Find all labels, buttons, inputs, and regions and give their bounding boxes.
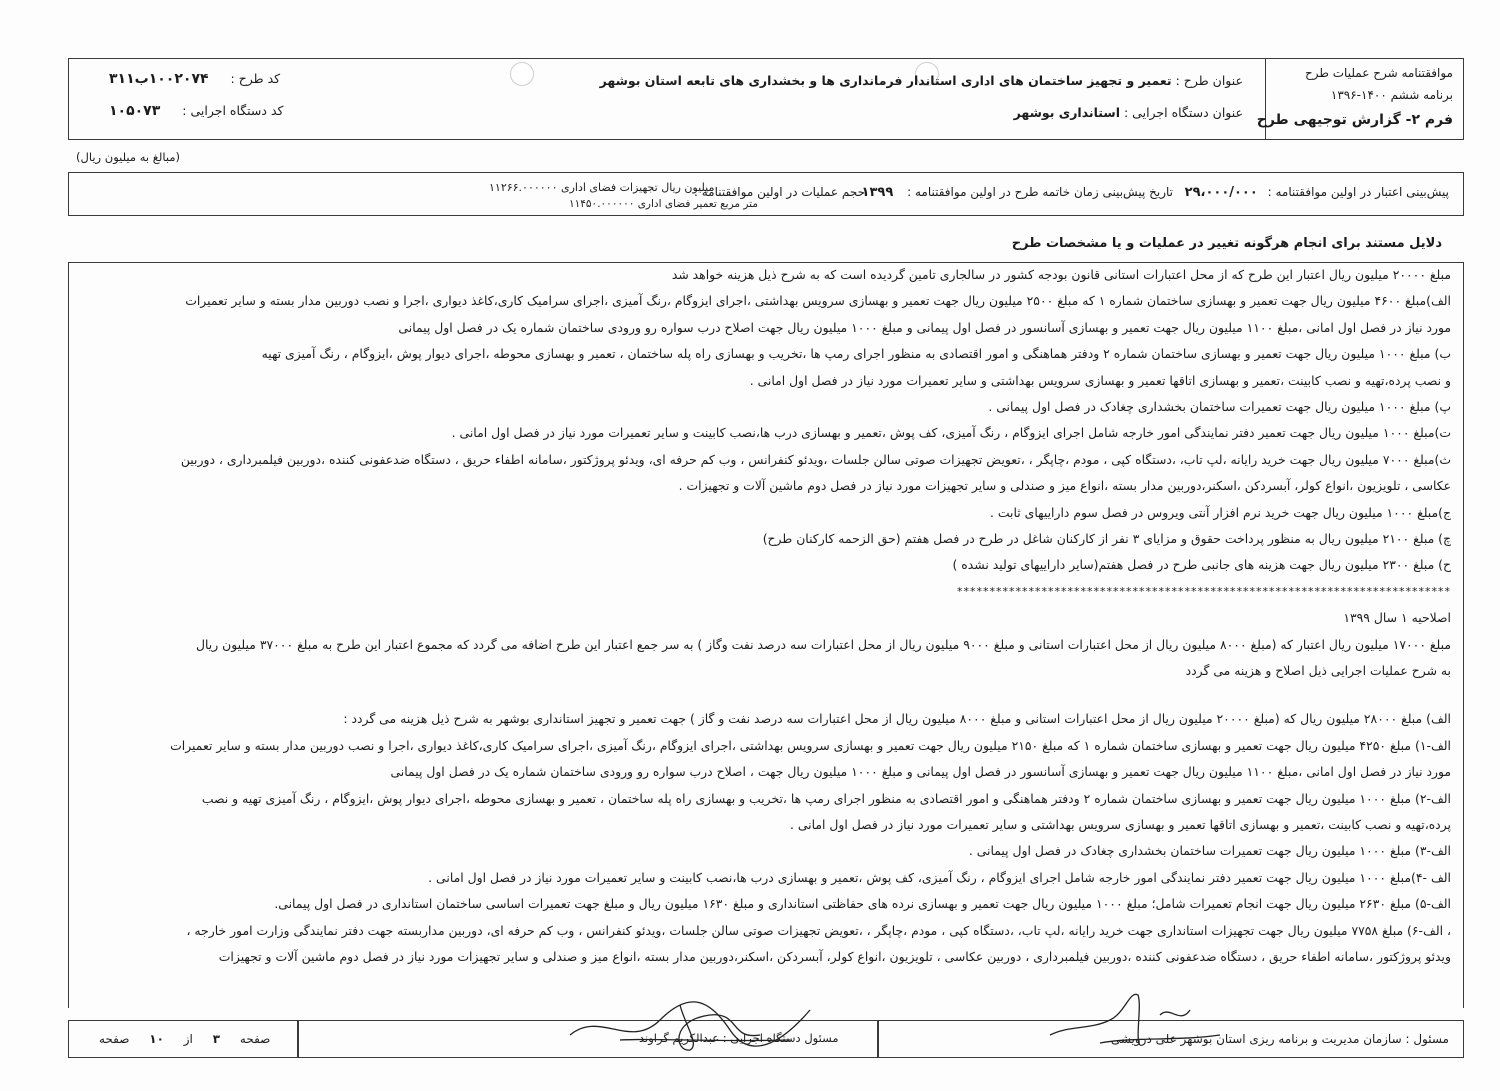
form-title-line-1: موافقتنامه شرح عملیات طرح <box>1305 66 1453 80</box>
body-line: ب) مبلغ ۱۰۰۰ میلیون ریال جهت تعمیر و بهسازی ساختمان شماره ۲ ودفتر هماهنگی و امور اقتصادی به منظور اجرای رمپ ها ،تخریب و بهسازی راه پله ساختمان ، تعمیر و بهسازی محوطه ،اجرای دیوار پوش ،ایزوگام ، رنگ آمیزی تهیه <box>261 346 1451 362</box>
agency-code-row <box>109 103 283 119</box>
body-line: پ) مبلغ ۱۰۰۰ میلیون ریال جهت تعمیرات ساختمان بخشداری چغادک در فصل اول پیمانی . <box>988 399 1451 414</box>
body-line: الف-۱) مبلغ ۴۲۵۰ میلیون ریال جهت تعمیر و بهسازی ساختمان شماره ۱ که مبلغ ۲۱۵۰ میلیون ریال جهت تعمیر و بهسازی سرویس بهداشتی ،اجرای ایزوگام ،رنگ آمیزی ،اجرای سرامیک کاری،کاغذ دیواری ،اجرا و نصب دوربین مدار بسته و سایر تعمیرات <box>170 737 1451 753</box>
page-counter <box>99 1032 270 1046</box>
body-line: به شرح عملیات اجرایی ذیل اصلاح و هزینه می گردد <box>1185 663 1451 678</box>
body-line: اصلاحیه ۱ سال ۱۳۹۹ <box>1343 610 1451 626</box>
completion-value: ۱۳۹۹ <box>861 185 894 200</box>
body-line: ، الف-۶) مبلغ ۷۷۵۸ میلیون ریال جهت تجهیزات استانداری جهت خرید رایانه ،لپ تاب، ،دستگاه کپی ، مودم ،چاپگر ، ،تعویض تجهیزات صوتی سالن جلسات ،ویدئو کنفرانس ، وب کم حرفه ای، دوربین مداربسته جهت دفتر نمایندگی وزارت امور خارجه ، <box>186 922 1451 938</box>
agency-title-value: استانداری بوشهر <box>1013 105 1120 120</box>
volume-line-2: متر مربع تعمیر فضای اداری ۱۱۴۵۰.۰۰۰۰۰۰ <box>569 198 758 210</box>
amounts-note: (مبالغ به میلیون ریال) <box>76 150 180 164</box>
page-total: ۱۰ <box>149 1032 164 1046</box>
body-line: الف-۵) مبلغ ۲۶۳۰ میلیون ریال جهت انجام تعمیرات شامل؛ مبلغ ۱۰۰۰ میلیون ریال جهت تعمیر و بهسازی نرده های حفاظتی استانداری و مبلغ ۱۶۳۰ میلیون ریال و مبلغ جهت تعمیرات اساسی ساختمان استانداری در فصل اول پیمانی. <box>274 896 1451 912</box>
body-line: مورد نیاز در فصل اول امانی ،مبلغ ۱۱۰۰ میلیون ریال جهت تعمیر و بهسازی آسانسور در فصل اول پیمانی و مبلغ ۱۰۰۰ میلیون ریال جهت اصلاح درب سواره رو ورودی ساختمان شماره یک در فصل اول پیمانی <box>398 319 1451 335</box>
plan-code-label: کد طرح : <box>230 71 281 86</box>
body-line: چ) مبلغ ۲۱۰۰ میلیون ریال به منظور پرداخت حقوق و مزایای ۳ نفر از کارکنان شاغل در طرح در فصل هفتم (حق الزحمه کارکنان طرح) <box>762 531 1451 546</box>
body-line: الف-۳) مبلغ ۱۰۰۰ میلیون ریال جهت تعمیرات ساختمان بخشداری چغادک در فصل اول پیمانی . <box>968 843 1451 859</box>
agency-title-row <box>1014 105 1243 120</box>
pages-word: صفحه <box>99 1032 130 1046</box>
body-line: **************************************************************************** <box>957 584 1451 598</box>
body-line: الف) مبلغ ۲۸۰۰۰ میلیون ریال که (مبلغ ۲۰۰۰۰ میلیون ریال از محل اعتبارات استانی و مبلغ ۸۰۰۰ میلیون ریال از محل اعتبارات سه درصد نفت و گاز ) جهت تعمیر و تجهیز استانداری بوشهر به شرح ذیل هزینه می گردد : <box>343 711 1451 727</box>
plan-code-value: ۱۰۰۲۰۷۴ب۳۱۱ <box>109 71 209 87</box>
agency-responsible: مسئول دستگاه اجرایی : عبدالکریم گراوند <box>639 1031 839 1045</box>
form-title-box <box>1256 58 1463 140</box>
plan-title-value: تعمیر و تجهیز ساختمان های اداری استاندار فرمانداری ها و بخشداری های تابعه استان بوشهر <box>599 73 1172 88</box>
body-line: الف-۲) مبلغ ۱۰۰۰ میلیون ریال جهت تعمیر و بهسازی ساختمان شماره ۲ ودفتر هماهنگی و امور اقتصادی به منظور اجرای رمپ ها ،تخریب و بهسازی راه پله ساختمان ، تعمیر و بهسازی محوطه ،اجرای دیوار پوش ،ایزوگام ، رنگ آمیزی تهیه و نصب <box>201 790 1451 806</box>
of-label: از <box>183 1032 193 1046</box>
credit-label: پیش‌بینی اعتبار در اولین موافقتنامه : <box>1267 185 1449 199</box>
body-line: ت)مبلغ ۱۰۰۰ میلیون ریال جهت تعمیر دفتر نمایندگی امور خارجه شامل اجرای ایزوگام ، رنگ آمیزی، کف پوش ،تعمیر و بهسازی درب ها،نصب کابینت و سایر تعمیرات مورد نیاز در فصل اول امانی . <box>451 425 1451 441</box>
plan-title-label: عنوان طرح : <box>1175 73 1243 88</box>
body-line: الف -۴)مبلغ ۱۰۰۰ میلیون ریال جهت تعمیر دفتر نمایندگی امور خارجه شامل اجرای ایزوگام ، رنگ آمیزی، کف پوش ،تعمیر و بهسازی درب ها،نصب کابینت و سایر تعمیرات مورد نیاز در فصل اول امانی . <box>428 869 1451 885</box>
signature-right-drawing <box>1030 985 1230 1055</box>
body-line: مورد نیاز در فصل اول امانی ،مبلغ ۱۱۰۰ میلیون ریال جهت تعمیر و بهسازی آسانسور در فصل اول پیمانی و مبلغ ۱۰۰۰ میلیون ریال جهت ، اصلاح درب سواره رو ورودی ساختمان شماره یک در فصل اول پیمانی <box>390 764 1451 780</box>
form-title-line-3: فرم ۲- گزارش توجیهی طرح <box>1256 112 1453 128</box>
body-line: ج)مبلغ ۱۰۰۰ میلیون ریال جهت خرید نرم افزار آنتی ویروس در فصل سوم داراییهای ثابت . <box>990 504 1451 520</box>
body-box <box>68 262 1464 1008</box>
reasons-heading: دلایل مستند برای انجام هرگونه تغییر در عملیات و یا مشخصات طرح <box>1011 236 1442 251</box>
footer-divider-1 <box>297 1020 299 1058</box>
footer-divider-2 <box>877 1020 879 1058</box>
volume-line-1: میلیون ریال تجهیزات فضای اداری ۱۱۲۶۶.۰۰۰۰۰۰ <box>489 181 715 194</box>
completion-label: تاریخ پیش‌بینی زمان خاتمه طرح در اولین موافقتنامه : <box>907 185 1173 199</box>
completion-row <box>862 185 1173 200</box>
body-line: ث)مبلغ ۷۰۰۰ میلیون ریال جهت خرید رایانه ،لپ تاب، ،دستگاه کپی ، مودم ،چاپگر ، ،تعویض تجهیزات صوتی سالن جلسات ،ویدئو کنفرانس ، وب کم حرفه ای، ویدئو پروژکتور ،سامانه اطفاء حریق ، دستگاه ضدعفونی کننده ،دوربین فیلمبرداری ، دوربین <box>180 451 1451 467</box>
plan-title-row <box>600 73 1243 88</box>
agency-title-label: عنوان دستگاه اجرایی : <box>1123 105 1243 120</box>
credit-row <box>1185 185 1449 200</box>
form-title-line-2: برنامه ششم ۱۴۰۰-۱۳۹۶ <box>1330 88 1453 102</box>
org-responsible: مسئول : سازمان مدیریت و برنامه ریزی استان بوشهر علی درویشی <box>1110 1032 1449 1046</box>
volume-label: حجم عملیات در اولین موافقتنامه : <box>693 185 865 199</box>
body-line: پرده،تهیه و نصب کابینت ،تعمیر و بهسازی اتاقها تعمیر و بهسازی سرویس بهداشتی و سایر تعمیرات مورد نیاز در فصل اول امانی . <box>789 817 1451 832</box>
body-line: مبلغ ۲۰۰۰۰ میلیون ریال اعتبار این طرح که از محل اعتبارات استانی قانون بودجه کشور در سالجاری تامین گردیده است که به شرح ذیل هزینه خواهد شد <box>671 267 1451 282</box>
credit-value: ۲۹،۰۰۰/۰۰۰ <box>1184 185 1258 200</box>
header-box <box>68 58 1464 140</box>
body-line: ح) مبلغ ۲۳۰۰ میلیون ریال جهت هزینه های جانبی طرح در فصل هفتم(سایر داراییهای تولید نشده ) <box>952 557 1451 573</box>
body-line: الف)مبلغ ۴۶۰۰ میلیون ریال جهت تعمیر و بهسازی ساختمان شماره ۱ که مبلغ ۲۵۰۰ میلیون ریال جهت تعمیر و بهسازی سرویس بهداشتی ،اجرای ایزوگام ،رنگ آمیزی ،اجرای سرامیک کاری،کاغذ دیواری ،اجرا و نصب دوربین مدار بسته و سایر تعمیرات <box>185 293 1451 309</box>
agency-code-value: ۱۰۵۰۷۳ <box>109 103 161 119</box>
body-line: ویدئو پروژکتور ،سامانه اطفاء حریق ، دستگاه ضدعفونی کننده ،دوربین فیلمبرداری ، دوربین عکاسی ، تلویزیون ،انواع کولر، آبسردکن ،اسکنر،دوربین مدار بسته ،انواع میز و صندلی و سایر تجهیزات مورد نیاز در فصل دوم ماشین آلات و تجهیزات <box>218 949 1451 964</box>
page-label: صفحه <box>239 1032 271 1046</box>
signature-left-drawing <box>560 990 820 1060</box>
body-line: و نصب پرده،تهیه و نصب کابینت ،تعمیر و بهسازی اتاقها تعمیر و بهسازی سرویس بهداشتی و سایر تعمیرات مورد نیاز در فصل اول امانی . <box>749 372 1451 388</box>
agency-code-label: کد دستگاه اجرایی : <box>182 103 284 118</box>
plan-code-row <box>109 71 280 87</box>
body-line: مبلغ ۱۷۰۰۰ میلیون ریال اعتبار که (مبلغ ۸۰۰۰ میلیون ریال از محل اعتبارات استانی و مبلغ ۹۰۰۰ میلیون ریال از محل اعتبارات سه درصد نفت وگاز ) به سر جمع اعتبار این طرح اضافه می گردد که مجموع اعتبار این طرح به مبلغ ۳۷۰۰۰ میلیون ریال <box>196 636 1451 652</box>
forecast-box <box>68 172 1464 216</box>
body-line: عکاسی ، تلویزیون ،انواع کولر، آبسردکن ،اسکنر،دوربین مدار بسته ،انواع میز و صندلی و سایر تجهیزات مورد نیاز در فصل دوم ماشین آلات و تجهیزات . <box>678 478 1451 494</box>
page-number: ۳ <box>212 1032 221 1046</box>
